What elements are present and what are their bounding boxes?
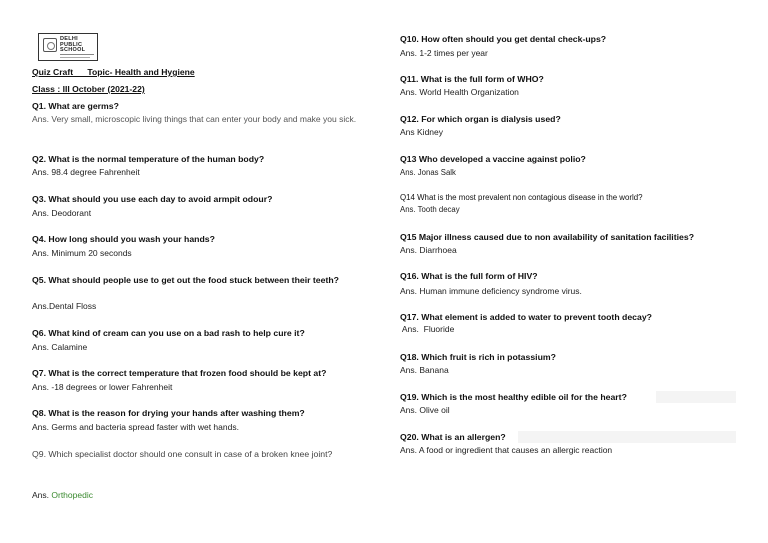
answer-q6: Ans. Calamine [32, 342, 88, 352]
answer-q19: Ans. Olive oil [400, 405, 450, 415]
school-crest-icon [43, 38, 57, 52]
answer-q11: Ans. World Health Organization [400, 87, 519, 97]
answer-q18: Ans. Banana [400, 365, 449, 375]
answer-q1: Ans. Very small, microscopic living things that can enter your body and make you sick. [32, 114, 357, 124]
answer-q2: Ans. 98.4 degree Fahrenheit [32, 167, 140, 177]
answer-q10: Ans. 1-2 times per year [400, 48, 488, 58]
answer-q16: Ans. Human immune deficiency syndrome virus. [400, 286, 582, 296]
question-q11: Q11. What is the full form of WHO? [400, 74, 544, 84]
answer-prefix: Ans. [32, 490, 52, 500]
logo-text: DELHI PUBLIC SCHOOL [60, 36, 86, 53]
question-q6: Q6. What kind of cream can you use on a bad rash to help cure it? [32, 328, 305, 338]
answer-q8: Ans. Germs and bacteria spread faster with wet hands. [32, 422, 239, 432]
answer-q5: Ans.Dental Floss [32, 301, 97, 311]
answer-q3: Ans. Deodorant [32, 208, 92, 218]
answer-q7: Ans. -18 degrees or lower Fahrenheit [32, 382, 173, 392]
quiz-title: Quiz Craft Topic- Health and Hygiene [32, 67, 195, 77]
question-q4: Q4. How long should you wash your hands? [32, 234, 215, 244]
answer-q13: Ans. Jonas Salk [400, 168, 456, 177]
question-q3: Q3. What should you use each day to avoid armpit odour? [32, 194, 273, 204]
question-q12: Q12. For which organ is dialysis used? [400, 114, 561, 124]
question-q5: Q5. What should people use to get out the food stuck between their teeth? [32, 275, 339, 285]
question-q13: Q13 Who developed a vaccine against polio? [400, 154, 586, 164]
logo-divider [60, 57, 90, 58]
question-q2: Q2. What is the normal temperature of the human body? [32, 154, 265, 164]
question-q20: Q20. What is an allergen? [400, 432, 506, 442]
school-logo [38, 33, 98, 61]
answer-q15: Ans. Diarrhoea [400, 245, 457, 255]
question-q14: Q14 What is the most prevalent non contagious disease in the world? [400, 193, 643, 202]
answer-q12: Ans Kidney [400, 127, 443, 137]
question-q8: Q8. What is the reason for drying your hands after washing them? [32, 408, 305, 418]
question-q17: Q17. What element is added to water to prevent tooth decay? [400, 312, 652, 322]
answer-q14: Ans. Tooth decay [400, 205, 460, 214]
answer-q4: Ans. Minimum 20 seconds [32, 248, 132, 258]
class-line: Class : III October (2021-22) [32, 84, 145, 94]
answer-q20: Ans. A food or ingredient that causes an allergic reaction [400, 445, 613, 455]
question-q18: Q18. Which fruit is rich in potassium? [400, 352, 556, 362]
question-q9: Q9. Which specialist doctor should one consult in case of a broken knee joint? [32, 449, 333, 459]
question-q15: Q15 Major illness caused due to non availability of sanitation facilities? [400, 232, 695, 242]
question-q1: Q1. What are germs? [32, 101, 119, 111]
answer-value: Orthopedic [51, 490, 93, 500]
answer-q17: Ans. Fluoride [400, 324, 455, 334]
answer-q9 [32, 489, 93, 502]
question-q10: Q10. How often should you get dental check-ups? [400, 34, 607, 44]
question-q19: Q19. Which is the most healthy edible oil for the heart? [400, 392, 627, 402]
question-q7: Q7. What is the correct temperature that frozen food should be kept at? [32, 368, 327, 378]
logo-divider [60, 54, 94, 55]
question-q16: Q16. What is the full form of HIV? [400, 271, 538, 281]
